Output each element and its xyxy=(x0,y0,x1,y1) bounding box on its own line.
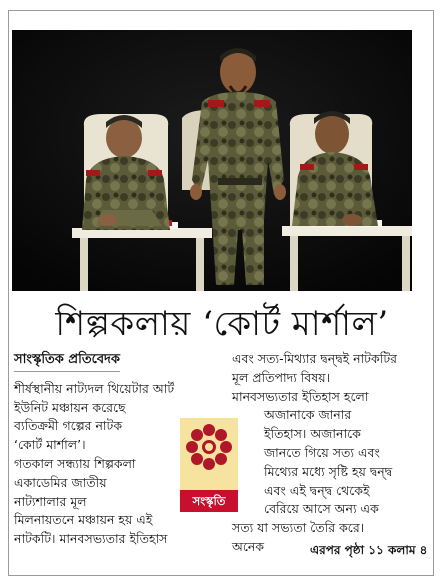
left-line: নাট্যশালার মূল xyxy=(14,493,87,509)
right-line: মানবসভ্যতার ইতিহাস হলো xyxy=(232,388,369,404)
left-line: নাটকটি। মানবসভ্যতার ইতিহাস xyxy=(14,531,168,547)
right-line: ইতিহাস। অজানাকে xyxy=(264,426,361,442)
flower-emblem-icon xyxy=(184,422,234,472)
right-line: বেরিয়ে আসে অন্য এক xyxy=(264,501,379,517)
right-line: অনেক xyxy=(232,538,265,554)
headline: শিল্পকলায় ‘কোর্ট মার্শাল’ xyxy=(55,304,389,344)
right-line: এবং সত্য-মিথ্যার দ্বন্দ্বই নাটকটির xyxy=(232,351,398,366)
stage-photo-illustration xyxy=(12,30,412,291)
byline: সাংস্কৃতিক প্রতিবেদক xyxy=(14,351,120,372)
right-line: এবং এই দ্বন্দ্ব থেকেই xyxy=(264,482,370,498)
right-line: মূল প্রতিপাদ্য বিষয়। xyxy=(232,369,331,385)
right-column xyxy=(232,350,428,557)
culture-section-logo xyxy=(180,418,238,512)
left-line: একাডেমির জাতীয় xyxy=(14,474,107,490)
right-line: মিথ্যের মধ্যে সৃষ্টি হয় দ্বন্দ্ব xyxy=(264,463,393,479)
right-line: সত্য যা সভ্যতা তৈরি করে। xyxy=(232,520,365,536)
logo-label: সংস্কৃতি xyxy=(180,490,238,512)
left-line: ব্যতিক্রমী গল্পের নাটক xyxy=(14,418,123,434)
left-line: মিলনায়তনে মঞ্চায়ন হয় এই xyxy=(14,512,153,528)
right-line: অজানাকে জানার xyxy=(264,407,352,423)
left-line: ইউনিট মঞ্চায়ন করেছে xyxy=(14,399,126,415)
continuation-note: এরপর পৃষ্ঠা ১১ কলাম ৪ xyxy=(310,543,428,557)
left-line: শীর্ষস্থানীয় নাট্যদল থিয়েটার আর্ট xyxy=(14,380,175,396)
left-line: গতকাল সন্ধ্যায় শিল্পকলা xyxy=(14,455,136,471)
news-photo xyxy=(12,30,412,291)
right-line: জানতে গিয়ে সত্য এবং xyxy=(264,444,380,460)
left-line: ‘কোর্ট মার্শাল’। xyxy=(14,437,86,453)
